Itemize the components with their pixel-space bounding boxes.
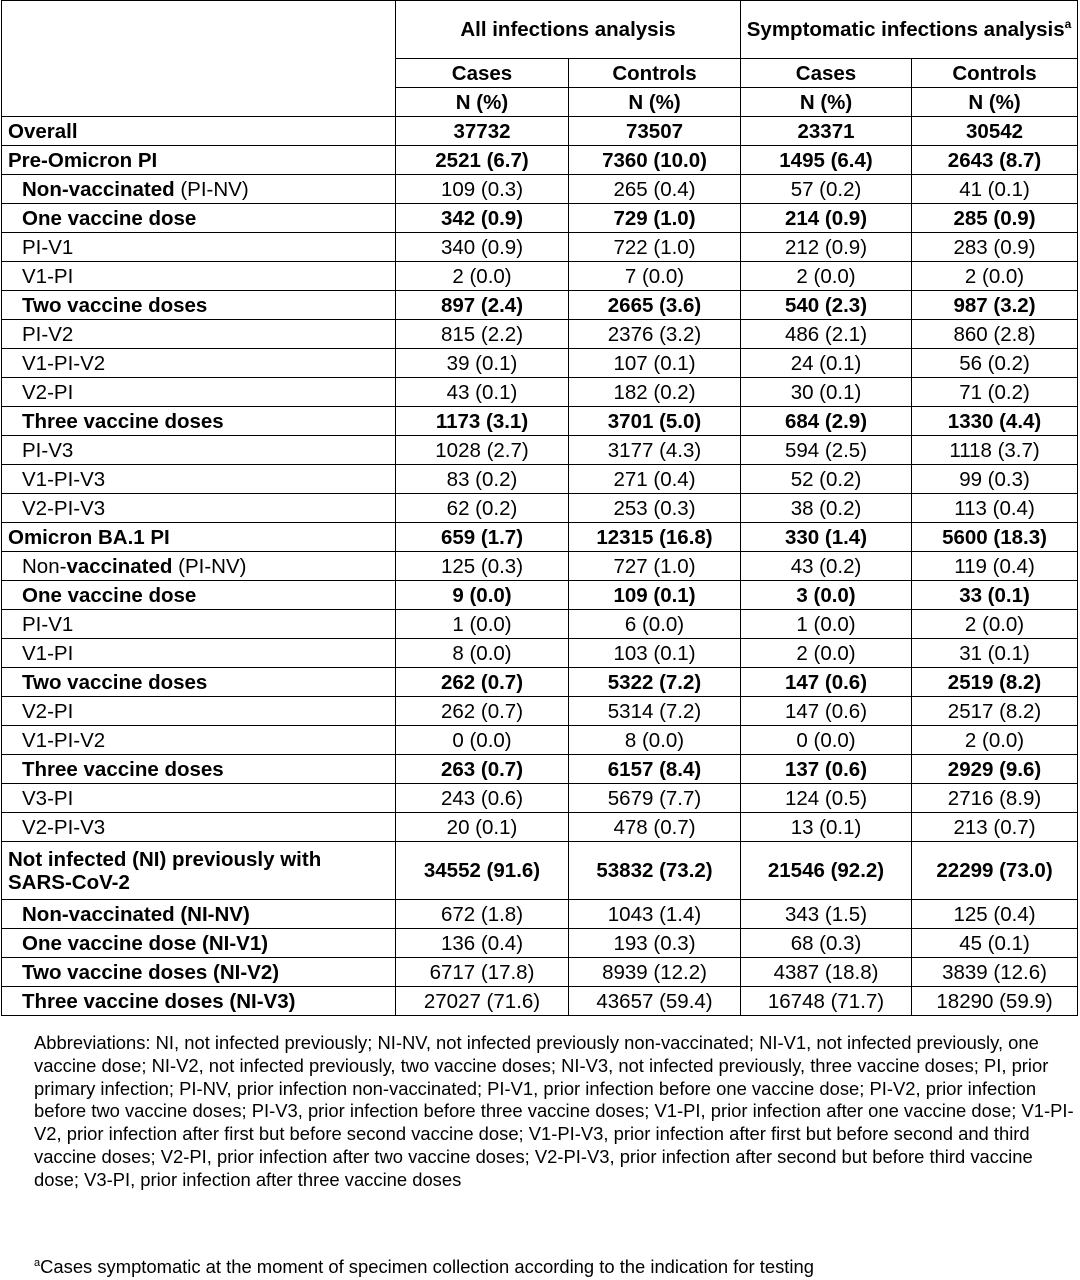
cell-value: 107 (0.1) bbox=[569, 349, 741, 378]
row-label: V2-PI-V3 bbox=[2, 494, 396, 523]
table-row bbox=[2, 494, 1078, 523]
table-row bbox=[2, 465, 1078, 494]
row-label: PI-V1 bbox=[2, 610, 396, 639]
cell-value: 7360 (10.0) bbox=[569, 146, 741, 175]
cell-value: 1 (0.0) bbox=[741, 610, 912, 639]
cell-value: 113 (0.4) bbox=[912, 494, 1078, 523]
cell-value: 5314 (7.2) bbox=[569, 697, 741, 726]
table-row bbox=[2, 842, 1078, 900]
cell-value: 30 (0.1) bbox=[741, 378, 912, 407]
table-row bbox=[2, 929, 1078, 958]
cell-value: 213 (0.7) bbox=[912, 813, 1078, 842]
cell-value: 1043 (1.4) bbox=[569, 900, 741, 929]
cell-value: 478 (0.7) bbox=[569, 813, 741, 842]
table-row bbox=[2, 610, 1078, 639]
row-label: One vaccine dose (NI-V1) bbox=[2, 929, 396, 958]
cell-value: 24 (0.1) bbox=[741, 349, 912, 378]
table-row bbox=[2, 349, 1078, 378]
cell-value: 0 (0.0) bbox=[396, 726, 569, 755]
header-unit: N (%) bbox=[569, 88, 741, 117]
abbreviations-text: Abbreviations: NI, not infected previously; NI-NV, not infected previously non-vaccinated; NI-V1, not infected previously, one vaccine dose; NI-V2, not infected previously, two vaccine doses; NI-V3, not infected previously, three vaccine doses; PI, prior primary infection; PI-NV, prior infection non-vaccinated; PI-V1, prior infection before one vaccine dose; PI-V2, prior infection before two vaccine doses; PI-V3, prior infection before three vaccine doses; V1-PI, prior infection after one vaccine dose; V1-PI-V2, prior infection after first but before second vaccine dose; V1-PI-V3, prior infection after first but before second and third vaccine doses; V2-PI, prior infection after two vaccine doses; V2-PI-V3, prior infection after second but before third vaccine dose; V3-PI, prior infection after three vaccine doses bbox=[34, 1032, 1074, 1190]
table-row bbox=[2, 523, 1078, 552]
cell-value: 214 (0.9) bbox=[741, 204, 912, 233]
cell-value: 43 (0.2) bbox=[741, 552, 912, 581]
cell-value: 3177 (4.3) bbox=[569, 436, 741, 465]
cell-value: 285 (0.9) bbox=[912, 204, 1078, 233]
row-label: Non-vaccinated (NI-NV) bbox=[2, 900, 396, 929]
row-label: Three vaccine doses bbox=[2, 755, 396, 784]
header-unit: N (%) bbox=[741, 88, 912, 117]
cell-value: 12315 (16.8) bbox=[569, 523, 741, 552]
table-row bbox=[2, 320, 1078, 349]
header-controls-all: Controls bbox=[569, 59, 741, 88]
table-row bbox=[2, 668, 1078, 697]
cell-value: 265 (0.4) bbox=[569, 175, 741, 204]
cell-value: 8 (0.0) bbox=[569, 726, 741, 755]
table-row bbox=[2, 581, 1078, 610]
cell-value: 684 (2.9) bbox=[741, 407, 912, 436]
cell-value: 182 (0.2) bbox=[569, 378, 741, 407]
cell-value: 2665 (3.6) bbox=[569, 291, 741, 320]
cell-value: 3 (0.0) bbox=[741, 581, 912, 610]
row-label: One vaccine dose bbox=[2, 204, 396, 233]
row-label: One vaccine dose bbox=[2, 581, 396, 610]
cell-value: 56 (0.2) bbox=[912, 349, 1078, 378]
cell-value: 330 (1.4) bbox=[741, 523, 912, 552]
cell-value: 62 (0.2) bbox=[396, 494, 569, 523]
cell-value: 71 (0.2) bbox=[912, 378, 1078, 407]
cell-value: 18290 (59.9) bbox=[912, 987, 1078, 1016]
cell-value: 3701 (5.0) bbox=[569, 407, 741, 436]
table-row bbox=[2, 784, 1078, 813]
results-table bbox=[1, 0, 1078, 1016]
cell-value: 2521 (6.7) bbox=[396, 146, 569, 175]
cell-value: 33 (0.1) bbox=[912, 581, 1078, 610]
row-label bbox=[2, 175, 396, 204]
row-label: V1-PI-V3 bbox=[2, 465, 396, 494]
table-row bbox=[2, 117, 1078, 146]
footnote-text: Cases symptomatic at the moment of specimen collection according to the indication for testing bbox=[40, 1256, 814, 1277]
header-all-infections: All infections analysis bbox=[396, 1, 741, 59]
header-empty-cell bbox=[2, 1, 396, 88]
cell-value: 253 (0.3) bbox=[569, 494, 741, 523]
cell-value: 16748 (71.7) bbox=[741, 987, 912, 1016]
cell-value: 4387 (18.8) bbox=[741, 958, 912, 987]
row-label: V2-PI bbox=[2, 697, 396, 726]
row-label: V1-PI-V2 bbox=[2, 349, 396, 378]
cell-value: 1118 (3.7) bbox=[912, 436, 1078, 465]
row-label-bold-part: vaccinated bbox=[66, 554, 173, 578]
cell-value: 2 (0.0) bbox=[912, 610, 1078, 639]
cell-value: 3839 (12.6) bbox=[912, 958, 1078, 987]
cell-value: 815 (2.2) bbox=[396, 320, 569, 349]
cell-value: 136 (0.4) bbox=[396, 929, 569, 958]
cell-value: 6 (0.0) bbox=[569, 610, 741, 639]
cell-value: 1028 (2.7) bbox=[396, 436, 569, 465]
row-label: Three vaccine doses bbox=[2, 407, 396, 436]
cell-value: 109 (0.1) bbox=[569, 581, 741, 610]
cell-value: 486 (2.1) bbox=[741, 320, 912, 349]
cell-value: 2643 (8.7) bbox=[912, 146, 1078, 175]
row-label: Two vaccine doses bbox=[2, 668, 396, 697]
cell-value: 34552 (91.6) bbox=[396, 842, 569, 900]
row-label-rest: (PI-NV) bbox=[174, 177, 249, 201]
cell-value: 125 (0.4) bbox=[912, 900, 1078, 929]
cell-value: 540 (2.3) bbox=[741, 291, 912, 320]
cell-value: 147 (0.6) bbox=[741, 697, 912, 726]
row-label: V2-PI-V3 bbox=[2, 813, 396, 842]
row-label: Three vaccine doses (NI-V3) bbox=[2, 987, 396, 1016]
row-label: PI-V2 bbox=[2, 320, 396, 349]
row-label-rest: (PI-NV) bbox=[172, 554, 247, 578]
cell-value: 2 (0.0) bbox=[741, 639, 912, 668]
row-label: PI-V1 bbox=[2, 233, 396, 262]
cell-value: 53832 (73.2) bbox=[569, 842, 741, 900]
cell-value: 2519 (8.2) bbox=[912, 668, 1078, 697]
cell-value: 39 (0.1) bbox=[396, 349, 569, 378]
cell-value: 6717 (17.8) bbox=[396, 958, 569, 987]
cell-value: 22299 (73.0) bbox=[912, 842, 1078, 900]
cell-value: 45 (0.1) bbox=[912, 929, 1078, 958]
table-row bbox=[2, 262, 1078, 291]
header-symptomatic-infections: Symptomatic infections analysis$^a$ bbox=[741, 1, 1078, 59]
cell-value: 2 (0.0) bbox=[741, 262, 912, 291]
cell-value: 594 (2.5) bbox=[741, 436, 912, 465]
cell-value: 31 (0.1) bbox=[912, 639, 1078, 668]
cell-value: 30542 bbox=[912, 117, 1078, 146]
cell-value: 283 (0.9) bbox=[912, 233, 1078, 262]
cell-value: 37732 bbox=[396, 117, 569, 146]
cell-value: 5679 (7.7) bbox=[569, 784, 741, 813]
cell-value: 243 (0.6) bbox=[396, 784, 569, 813]
cell-value: 340 (0.9) bbox=[396, 233, 569, 262]
footnote-marker: a bbox=[34, 1256, 41, 1269]
cell-value: 6157 (8.4) bbox=[569, 755, 741, 784]
row-label-bold-part: Non-vaccinated bbox=[22, 177, 175, 201]
cell-value: 20 (0.1) bbox=[396, 813, 569, 842]
table-row bbox=[2, 726, 1078, 755]
cell-value: 2517 (8.2) bbox=[912, 697, 1078, 726]
row-label: Two vaccine doses (NI-V2) bbox=[2, 958, 396, 987]
cell-value: 124 (0.5) bbox=[741, 784, 912, 813]
header-unit: N (%) bbox=[396, 88, 569, 117]
cell-value: 659 (1.7) bbox=[396, 523, 569, 552]
table-row bbox=[2, 175, 1078, 204]
cell-value: 5600 (18.3) bbox=[912, 523, 1078, 552]
cell-value: 7 (0.0) bbox=[569, 262, 741, 291]
cell-value: 987 (3.2) bbox=[912, 291, 1078, 320]
cell-value: 8 (0.0) bbox=[396, 639, 569, 668]
row-label: Pre-Omicron PI bbox=[2, 146, 396, 175]
row-label: PI-V3 bbox=[2, 436, 396, 465]
row-label: V2-PI bbox=[2, 378, 396, 407]
row-label: Overall bbox=[2, 117, 396, 146]
cell-value: 27027 (71.6) bbox=[396, 987, 569, 1016]
row-label: Not infected (NI) previously with SARS-CoV-2 bbox=[2, 842, 396, 900]
table-row bbox=[2, 958, 1078, 987]
cell-value: 68 (0.3) bbox=[741, 929, 912, 958]
table-row bbox=[2, 436, 1078, 465]
header-superscript: a bbox=[1064, 17, 1072, 32]
cell-value: 119 (0.4) bbox=[912, 552, 1078, 581]
row-label-pre: Non- bbox=[22, 554, 67, 578]
cell-value: 342 (0.9) bbox=[396, 204, 569, 233]
cell-value: 672 (1.8) bbox=[396, 900, 569, 929]
cell-value: 897 (2.4) bbox=[396, 291, 569, 320]
cell-value: 52 (0.2) bbox=[741, 465, 912, 494]
table-row bbox=[2, 378, 1078, 407]
cell-value: 727 (1.0) bbox=[569, 552, 741, 581]
cell-value: 43657 (59.4) bbox=[569, 987, 741, 1016]
row-label: Omicron BA.1 PI bbox=[2, 523, 396, 552]
cell-value: 137 (0.6) bbox=[741, 755, 912, 784]
table-row bbox=[2, 146, 1078, 175]
cell-value: 57 (0.2) bbox=[741, 175, 912, 204]
cell-value: 43 (0.1) bbox=[396, 378, 569, 407]
cell-value: 262 (0.7) bbox=[396, 668, 569, 697]
row-label: V1-PI bbox=[2, 262, 396, 291]
table-row bbox=[2, 639, 1078, 668]
cell-value: 343 (1.5) bbox=[741, 900, 912, 929]
cell-value: 2929 (9.6) bbox=[912, 755, 1078, 784]
table-row bbox=[2, 291, 1078, 320]
cell-value: 2376 (3.2) bbox=[569, 320, 741, 349]
table-row bbox=[2, 755, 1078, 784]
cell-value: 729 (1.0) bbox=[569, 204, 741, 233]
cell-value: 2 (0.0) bbox=[912, 262, 1078, 291]
table-row bbox=[2, 552, 1078, 581]
row-label: V1-PI-V2 bbox=[2, 726, 396, 755]
cell-value: 9 (0.0) bbox=[396, 581, 569, 610]
header-cases-all: Cases bbox=[396, 59, 569, 88]
row-label bbox=[2, 552, 396, 581]
cell-value: 41 (0.1) bbox=[912, 175, 1078, 204]
cell-value: 193 (0.3) bbox=[569, 929, 741, 958]
cell-value: 73507 bbox=[569, 117, 741, 146]
cell-value: 1173 (3.1) bbox=[396, 407, 569, 436]
cell-value: 212 (0.9) bbox=[741, 233, 912, 262]
cell-value: 271 (0.4) bbox=[569, 465, 741, 494]
table-row bbox=[2, 900, 1078, 929]
cell-value: 83 (0.2) bbox=[396, 465, 569, 494]
table-row bbox=[2, 407, 1078, 436]
footnote bbox=[34, 1256, 1078, 1279]
cell-value: 21546 (92.2) bbox=[741, 842, 912, 900]
cell-value: 1330 (4.4) bbox=[912, 407, 1078, 436]
cell-value: 2716 (8.9) bbox=[912, 784, 1078, 813]
cell-value: 1495 (6.4) bbox=[741, 146, 912, 175]
cell-value: 1 (0.0) bbox=[396, 610, 569, 639]
cell-value: 2 (0.0) bbox=[396, 262, 569, 291]
cell-value: 103 (0.1) bbox=[569, 639, 741, 668]
table-row bbox=[2, 813, 1078, 842]
cell-value: 0 (0.0) bbox=[741, 726, 912, 755]
cell-value: 99 (0.3) bbox=[912, 465, 1078, 494]
header-controls-symptomatic: Controls bbox=[912, 59, 1078, 88]
table-row bbox=[2, 987, 1078, 1016]
header-cases-symptomatic: Cases bbox=[741, 59, 912, 88]
cell-value: 38 (0.2) bbox=[741, 494, 912, 523]
row-label: V1-PI bbox=[2, 639, 396, 668]
cell-value: 8939 (12.2) bbox=[569, 958, 741, 987]
cell-value: 109 (0.3) bbox=[396, 175, 569, 204]
table-row bbox=[2, 233, 1078, 262]
cell-value: 262 (0.7) bbox=[396, 697, 569, 726]
cell-value: 722 (1.0) bbox=[569, 233, 741, 262]
table-row bbox=[2, 204, 1078, 233]
header-unit-empty bbox=[2, 88, 396, 117]
row-label: V3-PI bbox=[2, 784, 396, 813]
header-unit: N (%) bbox=[912, 88, 1078, 117]
row-label: Two vaccine doses bbox=[2, 291, 396, 320]
cell-value: 147 (0.6) bbox=[741, 668, 912, 697]
table-row bbox=[2, 697, 1078, 726]
cell-value: 5322 (7.2) bbox=[569, 668, 741, 697]
cell-value: 13 (0.1) bbox=[741, 813, 912, 842]
cell-value: 860 (2.8) bbox=[912, 320, 1078, 349]
cell-value: 125 (0.3) bbox=[396, 552, 569, 581]
cell-value: 263 (0.7) bbox=[396, 755, 569, 784]
cell-value: 23371 bbox=[741, 117, 912, 146]
cell-value: 2 (0.0) bbox=[912, 726, 1078, 755]
abbreviations-note bbox=[34, 1032, 1078, 1192]
